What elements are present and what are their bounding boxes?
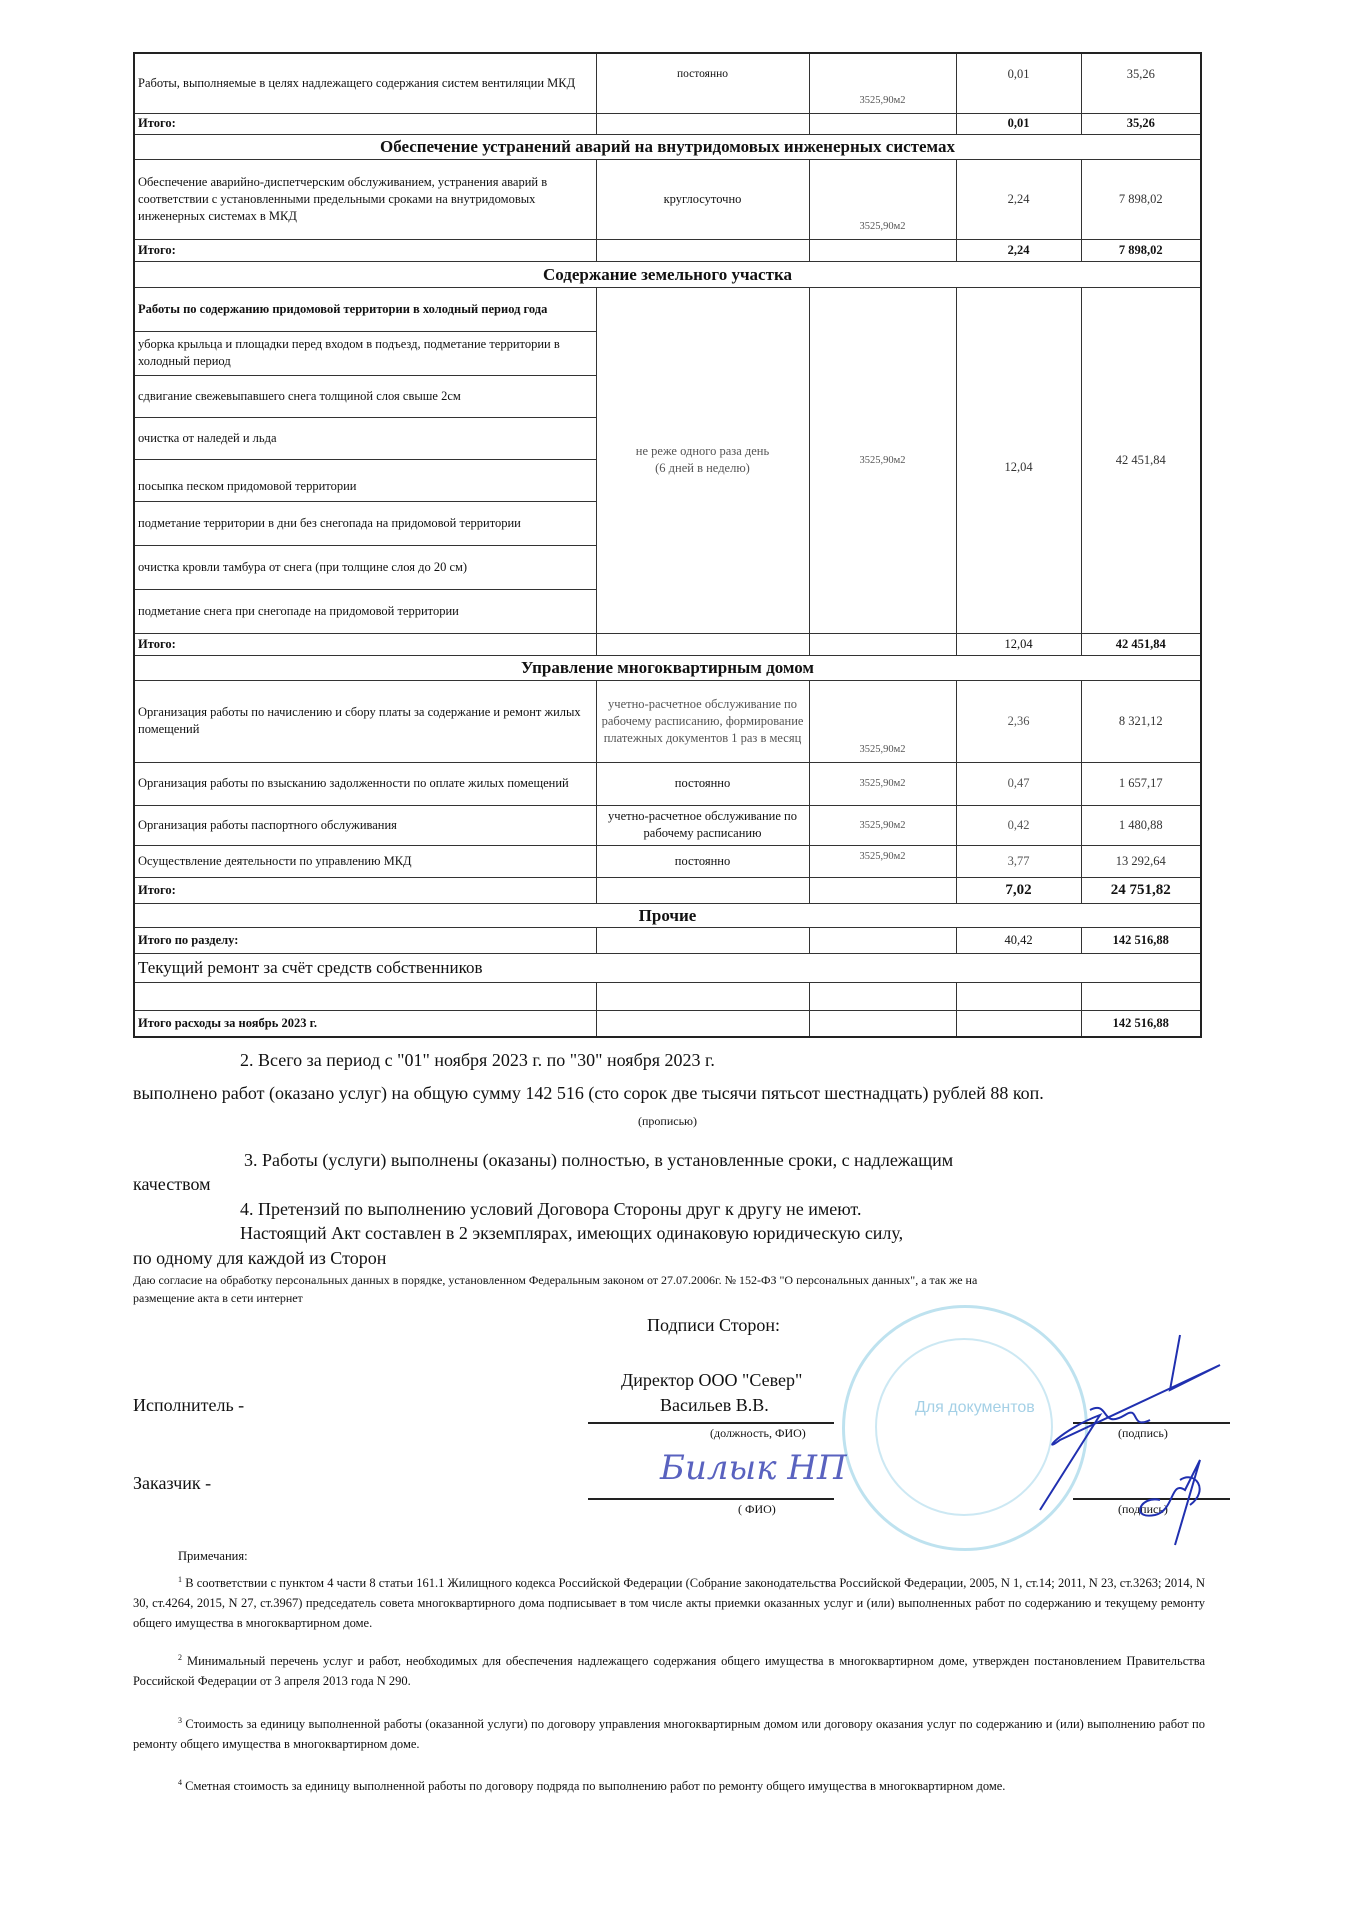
paragraph-3-line2: качеством <box>133 1174 211 1194</box>
customer-sign-caption: (подпись) <box>1118 1502 1168 1516</box>
table-row <box>134 159 1201 239</box>
in-words-caption: (прописью) <box>638 1114 698 1128</box>
paragraph-3-line1: 3. Работы (услуги) выполнены (оказаны) полностью, в установленные сроки, с надлежащим <box>244 1150 954 1170</box>
table-row <box>134 845 1201 877</box>
period-line: не реже одного раза день <box>635 444 770 458</box>
work-sum: 7 898,02 <box>1081 159 1201 239</box>
subtotal-row <box>134 877 1201 903</box>
signatures-title: Подписи Сторон: <box>647 1315 781 1335</box>
note-1 <box>133 1570 1205 1633</box>
section-header <box>134 903 1201 927</box>
paragraph-2-line1: 2. Всего за период с "01" ноября 2023 г. по "30" ноября 2023 г. <box>240 1050 715 1070</box>
section-header <box>134 655 1201 680</box>
subtotal-row <box>134 113 1201 134</box>
table-row <box>134 805 1201 845</box>
note-number: 2 <box>178 1653 182 1662</box>
work-area: 3525,90м2 <box>809 845 956 877</box>
work-area: 3525,90м2 <box>809 159 956 239</box>
subtotal-label: Итого: <box>134 633 596 655</box>
consent-line2: размещение акта в сети интернет <box>133 1291 303 1305</box>
work-sum: 42 451,84 <box>1081 287 1201 633</box>
section-total-rate: 40,42 <box>956 927 1081 953</box>
work-rate: 0,42 <box>956 805 1081 845</box>
work-name: Организация работы паспортного обслуживания <box>134 805 596 845</box>
stamp-inner-ring <box>875 1338 1053 1516</box>
repair-title: Текущий ремонт за счёт средств собственников <box>134 953 1201 982</box>
grand-total-sum: 142 516,88 <box>1081 1010 1201 1037</box>
work-name: Осуществление деятельности по управлению МКД <box>134 845 596 877</box>
customer-name-line <box>588 1498 834 1500</box>
subtotal-label: Итого: <box>134 877 596 903</box>
subtotal-rate: 12,04 <box>956 633 1081 655</box>
work-sum: 13 292,64 <box>1081 845 1201 877</box>
customer-caption: ( ФИО) <box>738 1502 776 1516</box>
subtotal-sum: 7 898,02 <box>1081 239 1201 261</box>
subtotal-rate: 0,01 <box>956 113 1081 134</box>
paragraph-5-line1: Настоящий Акт составлен в 2 экземплярах, имеющих одинаковую юридическую силу, <box>240 1223 904 1243</box>
empty-row <box>134 982 1201 1010</box>
executor-label: Исполнитель - <box>133 1395 245 1415</box>
section-header <box>134 134 1201 159</box>
work-item: сдвигание свежевыпавшего снега толщиной слоя свыше 2см <box>134 375 596 417</box>
subtotal-rate: 2,24 <box>956 239 1081 261</box>
paragraph-2-line2: выполнено работ (оказано услуг) на общую сумму 142 516 (сто сорок две тысячи пятьсот шестнадцать) рублей 88 коп. <box>133 1083 1044 1103</box>
work-period: учетно-расчетное обслуживание по рабочему расписанию <box>596 805 809 845</box>
work-rate: 12,04 <box>956 287 1081 633</box>
work-rate: 2,36 <box>956 680 1081 762</box>
work-area: 3525,90м2 <box>809 805 956 845</box>
executor-sign-caption: (подпись) <box>1118 1426 1168 1440</box>
note-text: Минимальный перечень услуг и работ, необходимых для обеспечения надлежащего содержания общего имущества в многоквартирном доме, утвержден постановлением Правительства Российской Федерации от 3 апреля 2013 года N 290. <box>133 1654 1206 1689</box>
work-name: Организация работы по взысканию задолженности по оплате жилых помещений <box>134 762 596 805</box>
subtotal-rate: 7,02 <box>956 877 1081 903</box>
work-sum: 1 657,17 <box>1081 762 1201 805</box>
work-name: Работы, выполняемые в целях надлежащего содержания систем вентиляции МКД <box>134 53 596 113</box>
executor-position: Директор ООО "Север" <box>621 1370 803 1390</box>
subtotal-sum: 35,26 <box>1081 113 1201 134</box>
executor-caption: (должность, ФИО) <box>710 1426 806 1440</box>
work-rate: 2,24 <box>956 159 1081 239</box>
services-table <box>133 52 1202 1038</box>
customer-handwritten-name: Билык НП <box>660 1448 847 1488</box>
note-3 <box>133 1711 1205 1754</box>
note-text: Сметная стоимость за единицу выполненной работы по договору подряда по выполнению работ по ремонту общего имущества в многоквартирном доме. <box>185 1779 1006 1794</box>
subtotal-label: Итого: <box>134 239 596 261</box>
work-name: Обеспечение аварийно-диспетчерским обслуживанием, устранения аварий в соответствии с установленными предельными сроками на внутридомовых инженерных системах в МКД <box>134 159 596 239</box>
work-sum: 8 321,12 <box>1081 680 1201 762</box>
work-period: постоянно <box>596 845 809 877</box>
section-title: Содержание земельного участка <box>134 261 1201 287</box>
table-row <box>134 287 1201 331</box>
section-header <box>134 953 1201 982</box>
note-number: 3 <box>178 1716 182 1725</box>
grand-total-row <box>134 1010 1201 1037</box>
work-name: Организация работы по начислению и сбору платы за содержание и ремонт жилых помещений <box>134 680 596 762</box>
note-4 <box>133 1773 1205 1796</box>
work-period: круглосуточно <box>596 159 809 239</box>
note-text: Стоимость за единицу выполненной работы (оказанной услуги) по договору управления многоквартирным домом или договору оказания услуг по содержанию и (или) выполнению работ по ремонту общего имущества в многоквартирном доме. <box>133 1717 1205 1752</box>
table-row <box>134 762 1201 805</box>
work-period: постоянно <box>596 762 809 805</box>
section-header <box>134 261 1201 287</box>
work-item: очистка от наледей и льда <box>134 417 596 459</box>
work-area: 3525,90м2 <box>809 287 956 633</box>
work-item: очистка кровли тамбура от снега (при толщине слоя до 20 см) <box>134 545 596 589</box>
executor-name-line <box>588 1422 834 1424</box>
grand-total-label: Итого расходы за ноябрь 2023 г. <box>134 1010 596 1037</box>
section-total-row <box>134 927 1201 953</box>
executor-name: Васильев В.В. <box>660 1395 769 1415</box>
customer-label: Заказчик - <box>133 1473 212 1493</box>
note-number: 1 <box>178 1575 182 1584</box>
consent-line1: Даю согласие на обработку персональных данных в порядке, установленном Федеральным законом от 27.07.2006г. № 152-ФЗ "О персональных данных", а так же на <box>133 1273 978 1287</box>
work-period <box>596 287 809 633</box>
work-sum: 1 480,88 <box>1081 805 1201 845</box>
paragraph-4: 4. Претензий по выполнению условий Договора Стороны друг к другу не имеют. <box>240 1199 862 1219</box>
subtotal-row <box>134 633 1201 655</box>
work-area: 3525,90м2 <box>809 762 956 805</box>
work-rate: 0,47 <box>956 762 1081 805</box>
work-item: подметание территории в дни без снегопада на придомовой территории <box>134 501 596 545</box>
work-rate: 0,01 <box>956 53 1081 113</box>
stamp-text: Для документов <box>915 1399 1035 1416</box>
period-line: (6 дней в неделю) <box>655 461 750 475</box>
section-title: Прочие <box>134 903 1201 927</box>
note-2 <box>133 1648 1205 1691</box>
work-rate: 3,77 <box>956 845 1081 877</box>
group-title: Работы по содержанию придомовой территории в холодный период года <box>134 287 596 331</box>
work-area: 3525,90м2 <box>809 53 956 113</box>
note-text: В соответствии с пунктом 4 части 8 статьи 161.1 Жилищного кодекса Российской Федерации (Собрание законодательства Российской Федерации, 2005, N 1, ст.14; 2011, N 23, ст.3263; 2014, N 30, ст.4264, 2015, N 27, ст.3967) председатель совета многоквартирного дома подписывает в том числе акты приемки оказанных услуг и (или) выполненных работ по содержанию и текущему ремонту общего имущества в многоквартирном доме. <box>133 1576 1205 1631</box>
section-title: Обеспечение устранений аварий на внутридомовых инженерных системах <box>134 134 1201 159</box>
subtotal-sum: 24 751,82 <box>1081 877 1201 903</box>
work-item: посыпка песком придомовой территории <box>134 459 596 501</box>
work-item: уборка крыльца и площадки перед входом в подъезд, подметание территории в холодный период <box>134 331 596 375</box>
note-number: 4 <box>178 1778 182 1787</box>
work-period: учетно-расчетное обслуживание по рабочему расписанию, формирование платежных документов 1 раз в месяц <box>596 680 809 762</box>
work-period: постоянно <box>596 53 809 113</box>
paragraph-5-line2: по одному для каждой из Сторон <box>133 1248 387 1268</box>
signature-scribble-icon <box>1030 1320 1230 1550</box>
subtotal-row <box>134 239 1201 261</box>
table-row <box>134 680 1201 762</box>
work-sum: 35,26 <box>1081 53 1201 113</box>
section-total-sum: 142 516,88 <box>1081 927 1201 953</box>
table-row <box>134 53 1201 113</box>
subtotal-sum: 42 451,84 <box>1081 633 1201 655</box>
work-area: 3525,90м2 <box>809 680 956 762</box>
section-total-label: Итого по разделу: <box>134 927 596 953</box>
work-item: подметание снега при снегопаде на придомовой территории <box>134 589 596 633</box>
notes-title: Примечания: <box>178 1549 248 1563</box>
section-title: Управление многоквартирным домом <box>134 655 1201 680</box>
subtotal-label: Итого: <box>134 113 596 134</box>
